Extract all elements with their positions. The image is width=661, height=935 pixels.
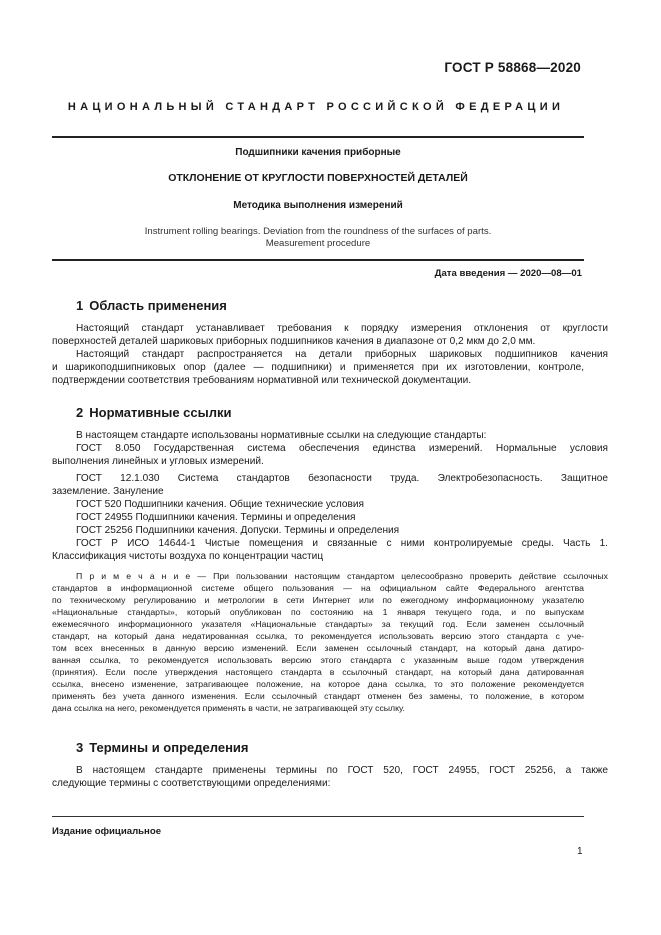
section-3-number: 3	[76, 740, 84, 755]
section-1-number: 1	[76, 298, 84, 313]
s2-line: ГОСТ 24955 Подшипники качения. Термины и определения	[76, 512, 356, 523]
note-line: том всех внесенных в данную версию изменений. Если заменен ссылочный стандарт, на который дана датиро-	[52, 643, 584, 653]
section-2-number: 2	[76, 405, 84, 420]
s2-line: выполнения линейных и угловых измерений.	[52, 456, 264, 467]
national-standard-heading: НАЦИОНАЛЬНЫЙ СТАНДАРТ РОССИЙСКОЙ ФЕДЕРАЦИИ	[67, 101, 565, 113]
s3-line: В настоящем стандарте применены термины по ГОСТ 520, ГОСТ 24955, ГОСТ 25256, а также	[76, 765, 608, 776]
s1-line: Настоящий стандарт распространяется на детали приборных шариковых подшипников качения	[76, 349, 608, 360]
title-top-rule	[52, 136, 584, 138]
section-2-title: Нормативные ссылки	[89, 405, 232, 420]
s1-line: и шарикоподшипниковых опор (далее — подшипники) и применяется при их изготовлении, контроле,	[52, 362, 584, 373]
note-line: ванная ссылка, то рекомендуется использовать версию этого стандарта с указанным выше годом утверждения	[52, 655, 584, 665]
note-line: дана ссылка на него, рекомендуется применять в части, не затрагивающей эту ссылку.	[52, 703, 405, 713]
note-line: ежемесячного информационного указателя «Национальные стандарты» за текущий год. Если заменен ссылочный	[52, 619, 584, 629]
section-2-heading	[76, 405, 231, 420]
title-bottom-rule	[52, 259, 584, 261]
page-number: 1	[577, 846, 583, 857]
section-1-title: Область применения	[89, 298, 227, 313]
s2-line: ГОСТ 25256 Подшипники качения. Допуски. Термины и определения	[76, 525, 400, 536]
title-line-2: ОТКЛОНЕНИЕ ОТ КРУГЛОСТИ ПОВЕРХНОСТЕЙ ДЕТАЛЕЙ	[168, 172, 468, 184]
section-3-title: Термины и определения	[89, 740, 249, 755]
title-line-1: Подшипники качения приборные	[235, 147, 401, 158]
s2-line: заземление. Зануление	[52, 486, 164, 497]
s2-line: ГОСТ 12.1.030 Система стандартов безопасности труда. Электробезопасность. Защитное	[76, 473, 608, 484]
note-line: стандартов в информационной системе общего пользования — на официальном сайте Федерального агентства	[52, 583, 584, 593]
standard-code: ГОСТ Р 58868—2020	[444, 60, 581, 75]
footer-rule	[52, 816, 584, 817]
s2-line: Классификация чистоты воздуха по концентрации частиц	[52, 551, 324, 562]
note-line: ссылка, внесено изменение, затрагивающее положение, на которое дана ссылка, то это положение рекомендуется	[52, 679, 584, 689]
s2-line: В настоящем стандарте использованы нормативные ссылки на следующие стандарты:	[76, 430, 487, 441]
title-line-3: Методика выполнения измерений	[233, 200, 403, 211]
note-line: по техническому регулированию и метрологии в сети Интернет или по ежегодному информационному указателю	[52, 595, 584, 605]
edition-label: Издание официальное	[52, 826, 162, 837]
note-line: (принятия). Если после утверждения настоящего стандарта в ссылочный стандарт, на который дана датированная	[52, 667, 584, 677]
s2-line: ГОСТ 520 Подшипники качения. Общие технические условия	[76, 499, 364, 510]
s2-line: ГОСТ 8.050 Государственная система обеспечения единства измерений. Нормальные условия	[76, 443, 608, 454]
note-line: применять без учета данного изменения. Если ссылочный стандарт отменен без замены, то положение, в котором	[52, 691, 584, 701]
section-3-heading	[76, 740, 249, 755]
s1-line: Настоящий стандарт устанавливает требования к порядку измерения отклонения от круглости	[76, 323, 608, 334]
english-title-line-1: Instrument rolling bearings. Deviation from the roundness of the surfaces of parts.	[144, 226, 492, 237]
section-1-heading	[76, 298, 227, 313]
s1-line: подтверждении соответствия требованиям нормативной или технической документации.	[52, 375, 472, 386]
s1-line: поверхностей деталей шариковых приборных подшипников качения в диапазоне от 0,2 мкм до 2,0 мм.	[52, 336, 536, 347]
s3-line: следующие термины с соответствующими определениями:	[52, 778, 331, 789]
s2-line: ГОСТ Р ИСО 14644-1 Чистые помещения и связанные с ними контролируемые среды. Часть 1.	[76, 538, 608, 549]
introduction-date: Дата введения — 2020—08—01	[434, 268, 582, 279]
note-line: П р и м е ч а н и е — При пользовании настоящим стандартом целесообразно проверить действие ссылочных	[76, 571, 608, 581]
note-line: стандарт, на который дана недатированная ссылка, то рекомендуется использовать версию этого стандарта с уче-	[52, 631, 584, 641]
english-title-line-2: Measurement procedure	[265, 238, 371, 249]
note-line: «Национальные стандарты», который опубликован по состоянию на 1 января текущего года, и по выпускам	[52, 607, 584, 617]
